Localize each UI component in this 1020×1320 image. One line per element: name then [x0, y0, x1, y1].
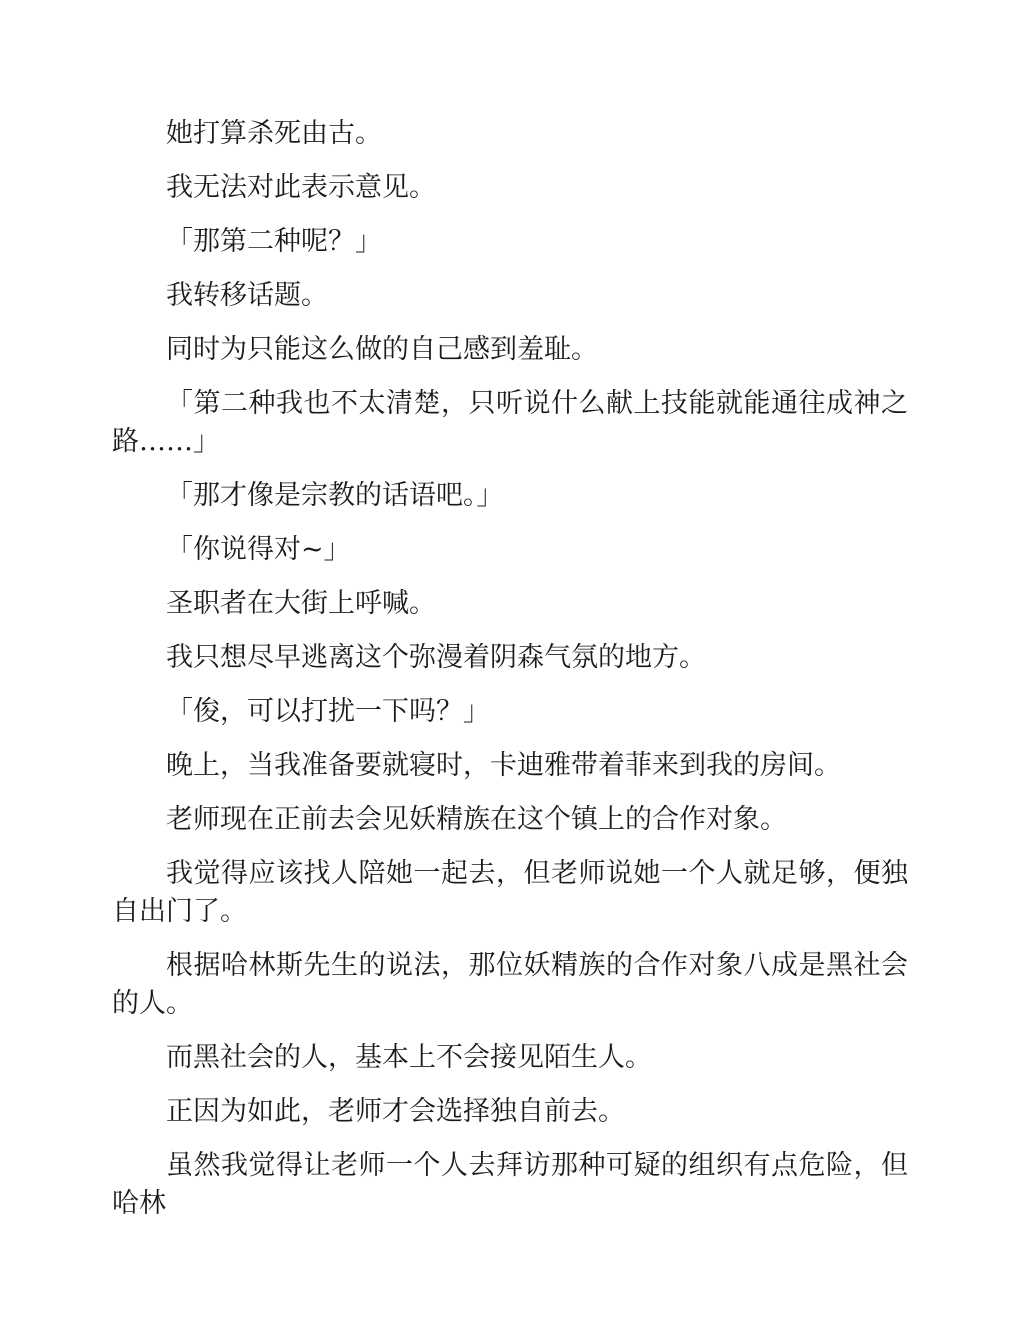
paragraph: 老师现在正前去会见妖精族在这个镇上的合作对象。 — [166, 804, 787, 835]
paragraph: 正因为如此，老师才会选择独自前去。 — [166, 1096, 625, 1127]
paragraph: 我只想尽早逃离这个弥漫着阴森气氛的地方。 — [166, 642, 706, 673]
paragraph: 根据哈林斯先生的说法，那位妖精族的合作对象八成是黑社会的人。 — [112, 950, 908, 1019]
paragraph: 「第二种我也不太清楚，只听说什么献上技能就能通往成神之路……」 — [112, 388, 908, 457]
paragraph: 而黑社会的人，基本上不会接见陌生人。 — [166, 1042, 652, 1073]
paragraph: 同时为只能这么做的自己感到羞耻。 — [166, 334, 598, 365]
paragraph: 晚上，当我准备要就寝时，卡迪雅带着菲来到我的房间。 — [166, 750, 841, 781]
paragraph: 「你说得对~」 — [166, 534, 351, 565]
paragraph: 我无法对此表示意见。 — [166, 172, 436, 203]
paragraph: 她打算杀死由古。 — [166, 118, 382, 149]
paragraph: 「俊，可以打扰一下吗？」 — [166, 696, 490, 727]
paragraph: 「那才像是宗教的话语吧。」 — [166, 480, 504, 511]
paragraph: 圣职者在大街上呼喊。 — [166, 588, 436, 619]
paragraph: 我转移话题。 — [166, 280, 328, 311]
paragraph: 我觉得应该找人陪她一起去，但老师说她一个人就足够，便独自出门了。 — [112, 858, 908, 927]
document-body — [112, 115, 908, 1223]
paragraph: 虽然我觉得让老师一个人去拜访那种可疑的组织有点危险，但哈林 — [112, 1150, 908, 1219]
paragraph: 「那第二种呢？」 — [166, 226, 382, 257]
